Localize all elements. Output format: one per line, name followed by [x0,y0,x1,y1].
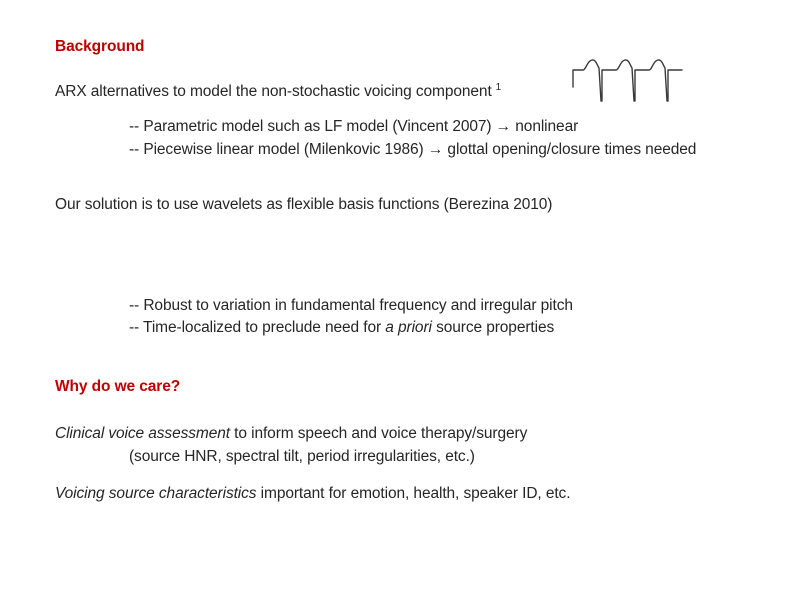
bullet-time-localized [129,318,554,338]
bullet-piecewise-model: -- Piecewise linear model (Milenkovic 1986) → glottal opening/closure times needed [129,141,697,158]
clinical-assessment-rest: to inform speech and voice therapy/surgery [229,425,528,442]
bullet-time-localized-italic: a priori [385,319,432,336]
voicing-source-line [55,484,570,504]
bullet-parametric-model: -- Parametric model such as LF model (Vincent 2007) → nonlinear [129,118,579,135]
bullet-robust: -- Robust to variation in fundamental frequency and irregular pitch [129,297,573,314]
arx-line-text: ARX alternatives to model the non-stochastic voicing component [55,83,492,101]
heading-why-do-we-care: Why do we care? [55,378,181,395]
voicing-source-rest: important for emotion, health, speaker ID, etc. [256,485,571,502]
clinical-assessment-italic-lead: Clinical voice assessment [55,425,230,442]
clinical-assessment-line [55,424,527,444]
footnote-superscript: 1 [495,82,502,93]
glottal-waveform-image [570,57,688,105]
solution-line: Our solution is to use wavelets as flexible basis functions (Berezina 2010) [55,196,553,213]
bullet-time-localized-pre: -- Time-localized to preclude need for [129,319,386,336]
heading-background: Background [55,38,145,55]
bullet-time-localized-post: source properties [431,319,555,336]
arx-line [55,78,501,102]
voicing-source-italic-lead: Voicing source characteristics [55,485,257,502]
clinical-assessment-detail: (source HNR, spectral tilt, period irregularities, etc.) [129,448,475,465]
